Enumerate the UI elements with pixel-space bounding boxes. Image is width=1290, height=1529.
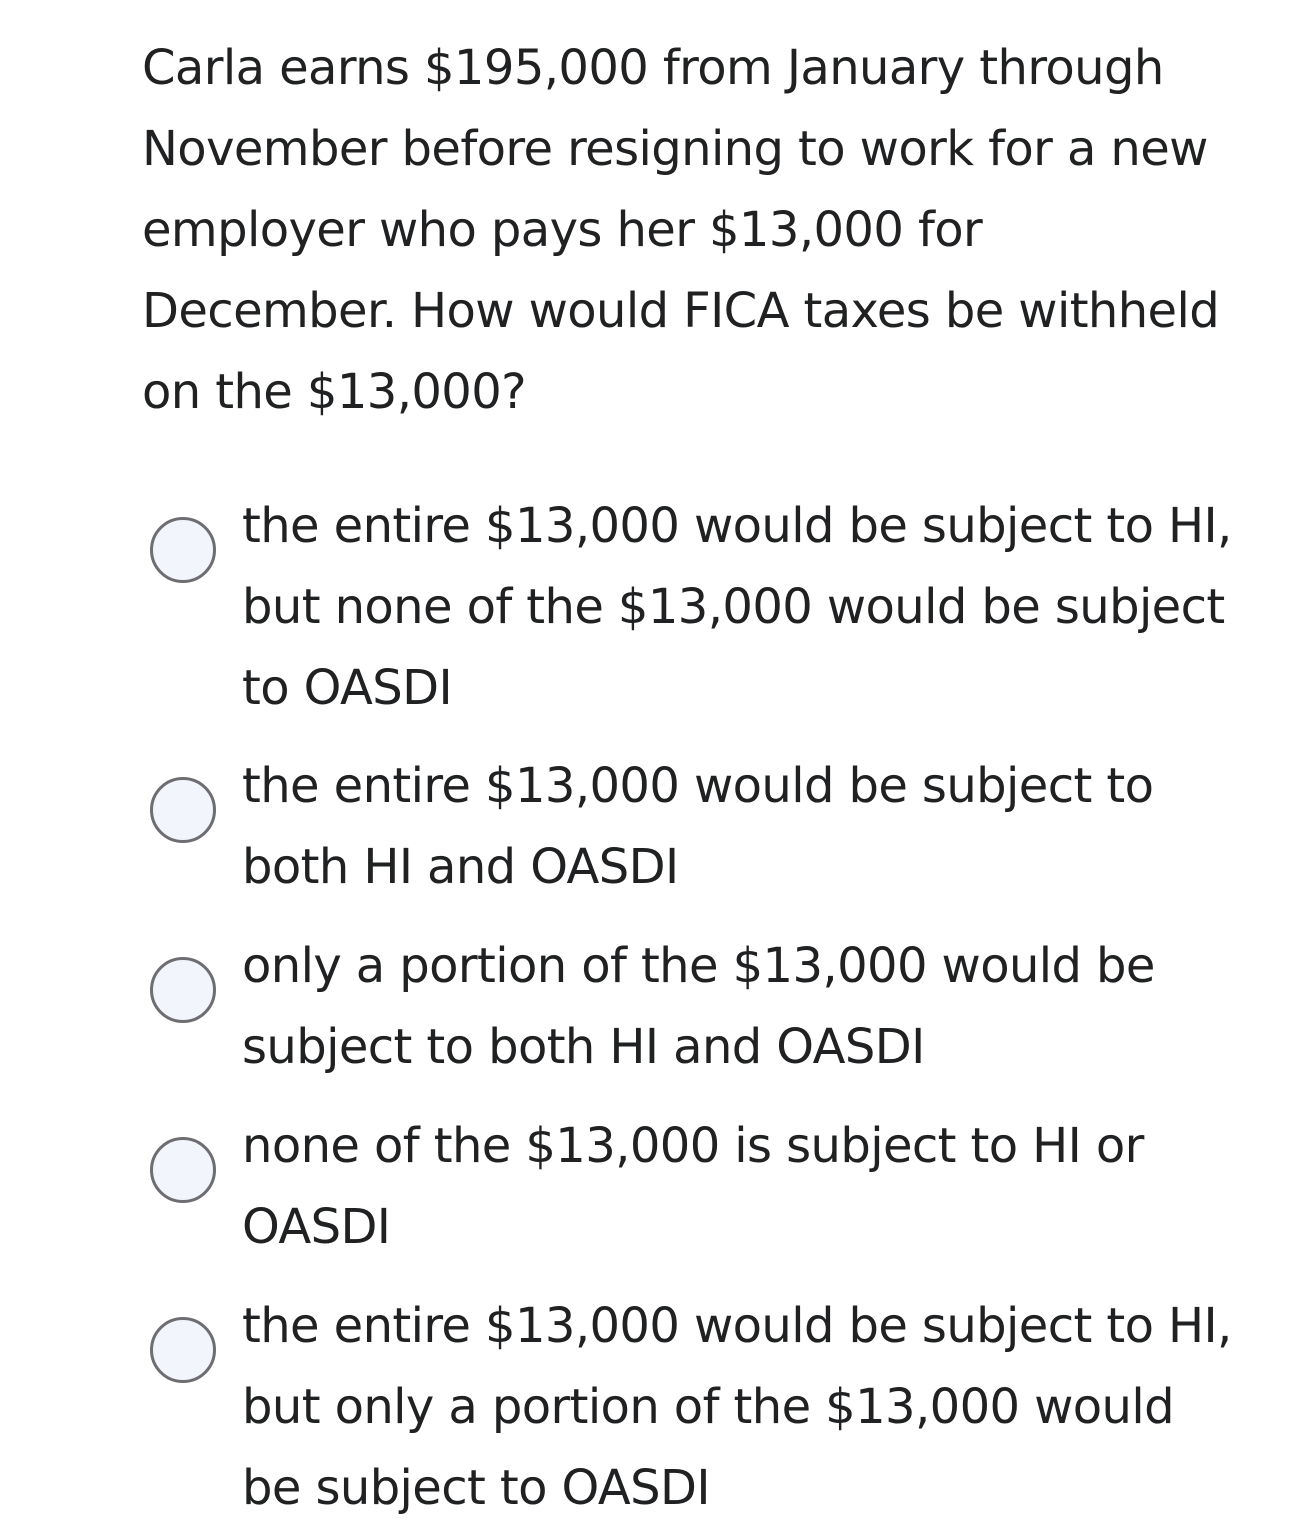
answer-option-label: the entire $13,000 would be subject to HI, but none of the $13,000 would be subject to OASDI (242, 498, 1254, 716)
radio-button[interactable] (150, 957, 216, 1023)
answer-option-label: the entire $13,000 would be subject to both HI and OASDI (242, 758, 1169, 895)
radio-button[interactable] (150, 517, 216, 583)
radio-button[interactable] (150, 1137, 216, 1203)
answer-option[interactable] (150, 1106, 1250, 1268)
answer-option[interactable] (150, 926, 1250, 1088)
answer-option[interactable] (150, 1286, 1250, 1516)
radio-button[interactable] (150, 777, 216, 843)
answer-option-label: the entire $13,000 would be subject to HI, but only a portion of the $13,000 would be subject to OASDI (242, 1298, 1247, 1516)
question-text: Carla earns $195,000 from January through November before resigning to work for a new employer who pays her $13,000 for December. How would FICA taxes be withheld on the $13,000? (142, 40, 1220, 420)
answer-option-label: only a portion of the $13,000 would be subject to both HI and OASDI (242, 938, 1170, 1075)
radio-button[interactable] (150, 1317, 216, 1383)
answer-option[interactable] (150, 486, 1254, 726)
answer-option-label: none of the $13,000 is subject to HI or OASDI (242, 1118, 1159, 1255)
answer-option[interactable] (150, 746, 1250, 908)
